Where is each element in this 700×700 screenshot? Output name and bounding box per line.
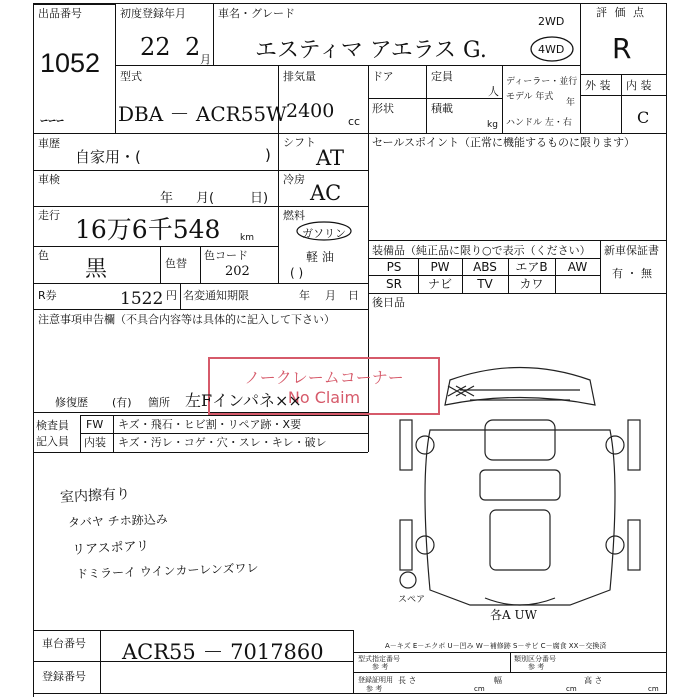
type-code-label: 型式指定番号 (358, 655, 400, 663)
drive-4wd: 4WD (538, 43, 565, 56)
color-code-label: 色コード (204, 249, 248, 262)
fuel-circle (294, 219, 354, 243)
equipment-label: 装備品（純正品に限り○で表示（ください） (372, 244, 591, 257)
dim-length-unit: cm (474, 685, 485, 693)
first-reg-month-unit: 月 (200, 53, 211, 66)
chassis-value: ACR55 － 7017860 (122, 640, 324, 664)
equip-navi: ナビ (427, 277, 452, 291)
model-name-label: 車名・グレード (218, 7, 295, 20)
notes-label: 注意事項申告欄（不具合内容等は具体的に記入して下さい） (38, 313, 335, 326)
color-code: 202 (225, 264, 250, 279)
change-deadline-month: 月 (325, 289, 336, 302)
category-code-label: 類別区分番号 (514, 655, 556, 663)
shift-value: AT (316, 146, 345, 170)
fuel-label: 燃料 (283, 209, 305, 222)
repair-value: (有) (112, 396, 132, 409)
equip-aw: AW (567, 260, 588, 274)
interior-value: C (637, 108, 650, 127)
recycle-label: R券 (38, 289, 57, 302)
repair-label: 修復歴 (55, 396, 88, 409)
dim-width: 幅 (494, 676, 502, 685)
inspection-day: 日) (250, 191, 269, 206)
hand-note-4: ドミラーイ ウインカーレンズワレ (75, 560, 259, 582)
reg-ref-ref: 参 考 (366, 685, 383, 693)
mileage-label: 走行 (38, 209, 60, 222)
hand-note-2: タバヤ チホ跡込み (67, 512, 168, 530)
mileage-unit: km (240, 233, 254, 243)
grade-value: R (612, 32, 632, 65)
change-deadline-year: 年 (299, 289, 310, 302)
inspection-month: 月( (196, 191, 215, 206)
repair-part: 左Fインパネ×× (185, 391, 302, 410)
dim-length: 長 さ (398, 676, 417, 685)
load-unit: kg (487, 120, 498, 130)
drive-2wd: 2WD (538, 15, 565, 28)
lot-number: 1052 (40, 48, 101, 78)
dim-height-unit: cm (648, 685, 659, 693)
grade-label: 評 価 点 (596, 6, 646, 19)
history-close: ) (265, 146, 271, 164)
equip-tv: TV (477, 277, 493, 291)
shift-label: シフト (283, 136, 316, 149)
hand-note-1: 室内擦有り (59, 486, 131, 506)
fw-text: キズ・飛石・ヒビ割・リペア跡・X要 (118, 418, 302, 431)
dealer-label: ディーラー・並行 (506, 77, 578, 87)
door-label: ドア (372, 70, 394, 83)
type-code-ref: 参 考 (372, 663, 389, 671)
drive-circle (525, 34, 575, 64)
dealer-year-unit: 年 (566, 98, 576, 108)
load-label: 積載 (431, 102, 453, 115)
color-tone-label: 色替 (165, 257, 187, 270)
sales-point-label: セールスポイント（正常に機能するものに限ります） (372, 136, 636, 149)
equip-ps: PS (386, 260, 402, 274)
history-label: 車歴 (38, 137, 60, 150)
dealer-model-year: モデル 年式 (506, 92, 554, 102)
mileage-value: 16万6千548 (75, 215, 221, 244)
equip-leather: カワ (519, 277, 544, 291)
lot-label: 出品番号 (38, 7, 82, 20)
repair-part-label: 箇所 (148, 396, 170, 409)
displacement-value: 2400 (286, 100, 335, 122)
change-deadline-label: 名変通知期限 (183, 289, 249, 302)
fw-label: FW (86, 418, 104, 431)
dim-height: 高 さ (584, 676, 603, 685)
recycle-value: 1522 (120, 289, 164, 309)
first-reg-year: 22 (140, 33, 171, 61)
recycle-unit: 円 (166, 289, 177, 302)
first-reg-month: 2 (185, 33, 201, 61)
type-value: DBA － ACR55W (118, 102, 287, 126)
interior-row-label: 内装 (84, 436, 106, 449)
checker-label: 検査員 (36, 419, 69, 432)
displacement-label: 排気量 (283, 70, 316, 83)
fuel-gas: ガソリン (302, 227, 346, 240)
model-name-value: エスティマ アエラス G. (255, 38, 487, 63)
car-damage-diagram (390, 350, 650, 622)
first-reg-label: 初度登録年月 (120, 7, 186, 20)
diagram-bottom-note: 各A UW (490, 608, 537, 622)
fuel-paren: ( ) (290, 266, 304, 280)
shape-label: 形状 (372, 102, 394, 115)
fuel-diesel: 軽 油 (306, 250, 334, 264)
interior-text: キズ・汚レ・コゲ・穴・スレ・キレ・破レ (118, 436, 327, 449)
aircon-value: AC (310, 181, 342, 205)
chassis-label: 車台番号 (42, 637, 86, 650)
registration-label: 登録番号 (42, 670, 86, 683)
type-label: 型式 (120, 70, 142, 83)
capacity-label: 定員 (431, 70, 453, 83)
equip-sr: SR (386, 277, 402, 291)
color-label: 色 (38, 249, 49, 262)
auction-sheet: 出品番号 1052 ｰｰｰ 初度登録年月 22 2 月 車名・グレード エスティマ アエラス G. 2WD 4WD 評 価 点 R 外 装 内 装 C 型式 DBA － ACR55W 排気量 2400 cc ドア 定員 人 形状 積載 kg ディーラー・並行 モデル 年式 年 ハンドル 左・右 車歴 自家用・( ) シフト AT 車検 年 月( 日) 冷房 AC 走行 16万6千548 km 燃料 ガソリン 軽 油 ( ) 色 黒 色替 色コード 202 R券 1522 円 名変通知期限 年 月 日 セールスポイント（正常に機能するものに限ります） 装備品（純正品に限り○で表示（ください） 新車保証書 有 ・ 無 PS PW ABS エアB AW SR ナビ TV カワ 後日品 注意事項申告欄（不具合内容等は具体的に記入して下さい） ノークレームコーナー No Claim 修復歴 (有) 箇所 左Fインパネ×× 検査員 記入員 FW キズ・飛石・ヒビ割・リペア跡・X要 内装 キズ・汚レ・コゲ・穴・スレ・キレ・破レ 室内擦有り タバヤ チホ跡込み リアスポアリ ドミラーイ ウインカーレンズワレ スペア 各A UW A－キズ E－エクボ U－凹み W－補修跡 S－サビ C－腐食 XX－交換済 車台番号 ACR55 － 7017860 登録番号 型式指定番号 参 考 類別区分番号 参 考 登録証明用 参 考 長 さ cm 幅 cm 高 さ cm (0, 0, 700, 700)
rear-seat-label: 後日品 (372, 296, 405, 309)
equip-pw: PW (430, 260, 450, 274)
exterior-label: 外 装 (585, 79, 611, 92)
change-deadline-day: 日 (348, 289, 359, 302)
reg-ref-label: 登録証明用 (358, 676, 393, 684)
warranty-label: 新車保証書 (604, 244, 659, 257)
dealer-handle: ハンドル 左・右 (506, 118, 572, 128)
category-code-ref: 参 考 (528, 663, 545, 671)
equip-abs: ABS (473, 260, 497, 274)
inspection-year: 年 (160, 191, 174, 206)
aircon-label: 冷房 (283, 173, 305, 186)
color-value: 黒 (85, 257, 108, 282)
stamp-line2: No Claim (287, 388, 361, 407)
interior-label: 内 装 (626, 79, 652, 92)
capacity-unit: 人 (488, 85, 499, 98)
warranty-value: 有 ・ 無 (612, 267, 652, 280)
damage-legend: A－キズ E－エクボ U－凹み W－補修跡 S－サビ C－腐食 XX－交換済 (385, 642, 607, 650)
entry-label: 記入員 (36, 435, 69, 448)
inspection-label: 車検 (38, 173, 60, 186)
dim-width-unit: cm (566, 685, 577, 693)
hand-note-3: リアスポアリ (71, 538, 150, 559)
history-value: 自家用・( (75, 148, 141, 166)
stamp-line1: ノークレームコーナー (244, 368, 404, 387)
equip-airbag: エアB (515, 260, 548, 274)
displacement-unit: cc (348, 115, 361, 128)
spare-label: スペア (398, 595, 426, 605)
